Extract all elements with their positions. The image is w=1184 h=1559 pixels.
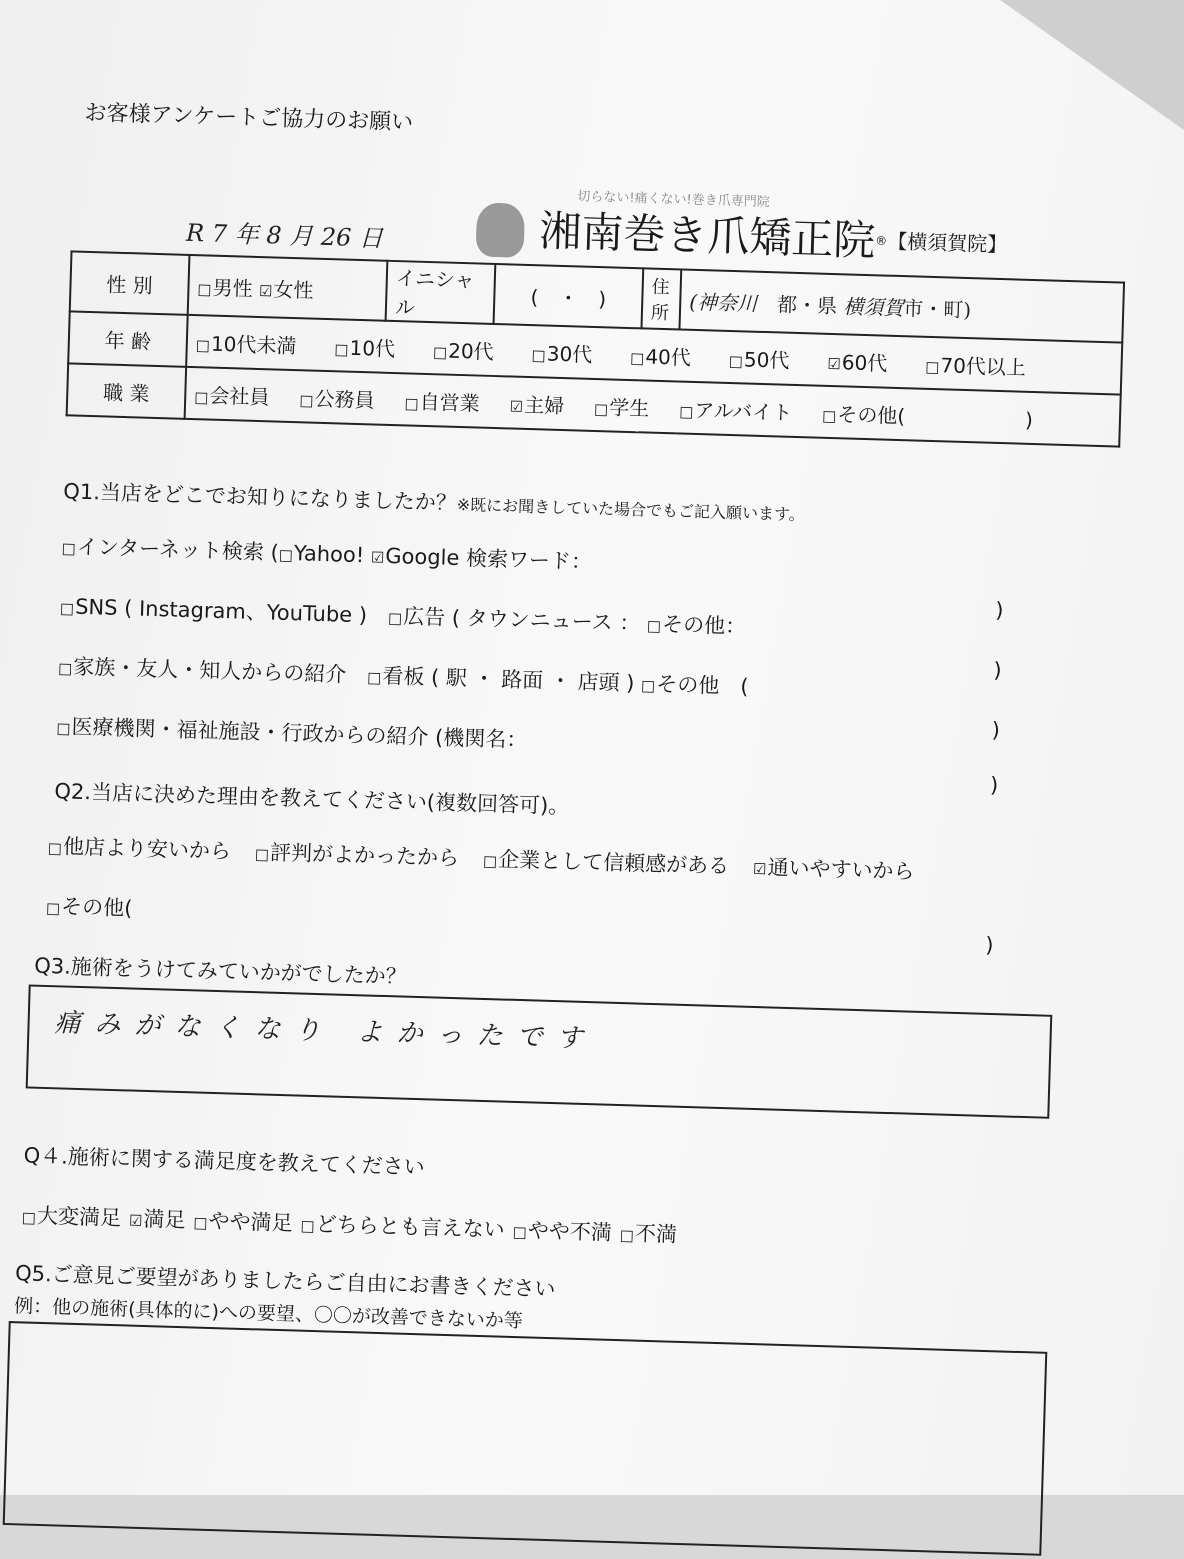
- google-checkbox[interactable]: ☑ Google 検索ワード：: [371, 543, 593, 574]
- ages-option[interactable]: □ 40代: [630, 344, 691, 370]
- sns-checkbox[interactable]: □ SNS ( Instagram、YouTube ): [60, 594, 368, 627]
- jobs-option[interactable]: □ 会社員: [194, 383, 270, 409]
- jobs-option[interactable]: □ 自営業: [404, 389, 480, 415]
- q4-options: [21, 1199, 685, 1249]
- age-label: 年 齢: [68, 311, 187, 366]
- page-title: お客様アンケートご協力のお願い: [84, 100, 414, 136]
- gender-female-checkbox[interactable]: ☑ 女性: [259, 276, 314, 302]
- internet-checkbox[interactable]: □ インターネット検索 (: [61, 534, 279, 564]
- jobs-option[interactable]: ☑ 主婦: [509, 392, 564, 418]
- address-pref: (神奈川: [688, 289, 758, 316]
- q3-answer: 痛みがなくなり よかったです: [54, 1008, 598, 1055]
- date: R 7 年 8 月 26 日: [185, 218, 384, 253]
- q1-line-3: [58, 650, 749, 700]
- q4opts-option[interactable]: □ 不満: [619, 1221, 677, 1247]
- q2opts-option[interactable]: □ 他店より安いから: [48, 834, 232, 863]
- q2opts-option[interactable]: □ 企業として信頼感がある: [483, 847, 730, 878]
- logo-name: 湘南巻き爪矯正院: [538, 205, 877, 265]
- profile-table: [66, 250, 1125, 447]
- signboard-checkbox[interactable]: □ 看板 ( 駅 ・ 路面 ・ 店頭 ): [367, 663, 635, 695]
- q5-title: Q5.ご意見ご要望がありましたらご自由にお書きください: [14, 1261, 556, 1302]
- q1-line-2: [60, 590, 747, 640]
- ages-option[interactable]: □ 10代: [334, 335, 395, 361]
- q2-other: [46, 890, 133, 923]
- ad-checkbox[interactable]: □ 広告 ( タウンニュース ：: [388, 604, 641, 635]
- mascot-icon: [476, 202, 526, 257]
- q1-line-4: [56, 710, 528, 754]
- gender-male-checkbox[interactable]: □ 男性: [197, 275, 253, 301]
- medical-referral-checkbox[interactable]: □ 医療機関・福祉施設・行政からの紹介 (機関名：: [56, 714, 528, 752]
- q4opts-option[interactable]: □ どちらとも言えない: [300, 1212, 505, 1242]
- logo-branch: 【横須賀院】: [886, 229, 1008, 257]
- address-city: 横須賀: [843, 293, 904, 320]
- ages-option[interactable]: □ 10代未満: [196, 331, 297, 358]
- jobs-option[interactable]: □ アルバイト: [679, 397, 793, 424]
- jobs-option[interactable]: □ その他( ): [822, 401, 1033, 431]
- ages-option[interactable]: □ 50代: [728, 346, 789, 372]
- paren: ): [984, 932, 994, 958]
- ages-option[interactable]: □ 20代: [433, 338, 494, 364]
- q3-answer-box[interactable]: [26, 984, 1053, 1118]
- address-label: 住所: [641, 268, 681, 329]
- q1-title: Q1.当店をどこでお知りになりましたか？※既にお聞きしていた場合でもご記入願います。: [63, 479, 806, 525]
- q2-other-checkbox[interactable]: □ その他(: [46, 894, 133, 921]
- ages-option[interactable]: □ 70代以上: [925, 352, 1026, 379]
- address-pref-suffix: 都・県: [776, 291, 838, 318]
- q2-options: [47, 830, 939, 886]
- q4-title: Q４.施術に関する満足度を教えてください: [23, 1143, 426, 1180]
- address-city-suffix: 市・町): [903, 295, 972, 322]
- ad-other-checkbox[interactable]: □ その他：: [647, 612, 747, 639]
- yahoo-checkbox[interactable]: □ Yahoo!: [278, 541, 364, 568]
- q2opts-option[interactable]: ☑ 通いやすいから: [753, 855, 915, 884]
- q4opts-option[interactable]: □ やや満足: [193, 1208, 293, 1235]
- q2opts-option[interactable]: □ 評判がよかったから: [255, 840, 460, 870]
- logo: [475, 182, 1008, 265]
- logo-tagline: 切らない!痛くない!巻き爪専門院: [577, 189, 770, 211]
- paren: ): [991, 717, 1001, 743]
- q5-answer-box[interactable]: [3, 1321, 1048, 1556]
- ages-option[interactable]: □ 30代: [531, 341, 592, 367]
- q3-title: Q3.施術をうけてみていかがでしたか？: [33, 953, 408, 989]
- q5-example: 例：他の施術(具体的に)への要望、〇〇が改善できないか等: [13, 1295, 524, 1333]
- referral-checkbox[interactable]: □ 家族・友人・知人からの紹介: [58, 654, 347, 687]
- q4opts-option[interactable]: □ やや不満: [512, 1218, 612, 1245]
- initial-label: イニシャル: [386, 261, 496, 324]
- job-label: 職 業: [67, 363, 186, 418]
- q2-title: Q2.当店に決めた理由を教えてください(複数回答可)。: [54, 779, 570, 819]
- q1-line-1: [61, 530, 592, 576]
- q1-note: ※既にお聞きしていた場合でもご記入願います。: [456, 494, 806, 525]
- other-checkbox[interactable]: □ その他 (: [641, 672, 749, 699]
- jobs-option[interactable]: □ 学生: [594, 394, 650, 420]
- q4opts-option[interactable]: ☑ 満足: [129, 1207, 186, 1233]
- paren: ): [993, 657, 1003, 683]
- q4opts-option[interactable]: □ 大変満足: [22, 1203, 122, 1230]
- jobs-option[interactable]: □ 公務員: [299, 386, 375, 412]
- gender-label: 性 別: [70, 251, 190, 314]
- paren: ): [994, 597, 1004, 623]
- ages-option[interactable]: ☑ 60代: [827, 349, 888, 375]
- logo-reg: ®: [875, 233, 888, 249]
- paren: ): [989, 772, 999, 798]
- initial-field[interactable]: ( ・ ): [494, 264, 644, 328]
